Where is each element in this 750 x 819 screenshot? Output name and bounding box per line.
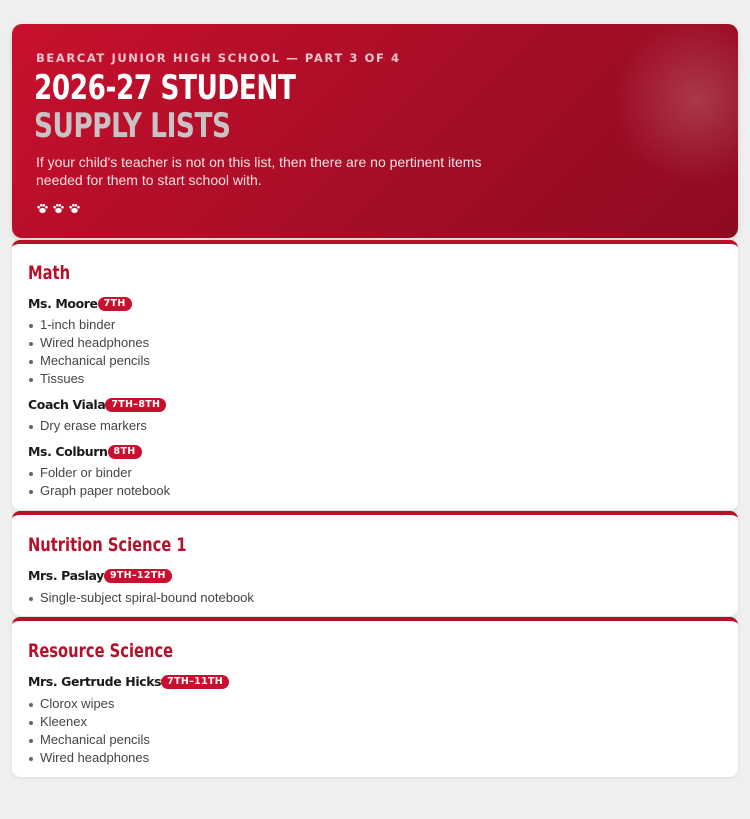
page-title-line1: 2026-27 STUDENT	[34, 68, 296, 108]
list-item: Wired headphones	[28, 334, 150, 352]
section-title: Resource Science	[28, 640, 174, 662]
teacher-heading	[28, 397, 166, 412]
paw-icon	[68, 202, 81, 215]
teacher-heading	[28, 674, 229, 689]
section-card-math	[12, 240, 738, 510]
list-item: Tissues	[28, 370, 150, 388]
teacher-heading	[28, 444, 142, 459]
list-item: Mechanical pencils	[28, 731, 150, 749]
section-title: Nutrition Science 1	[28, 534, 187, 556]
list-item: Single-subject spiral-bound notebook	[28, 589, 254, 607]
paw-prints	[36, 202, 81, 215]
list-item: Kleenex	[28, 713, 150, 731]
school-kicker: BEARCAT JUNIOR HIGH SCHOOL — PART 3 OF 4	[36, 51, 401, 65]
grade-badge: 7TH	[98, 297, 132, 311]
supply-list	[28, 589, 254, 607]
list-item: Graph paper notebook	[28, 482, 170, 500]
page-title-line2: SUPPLY LISTS	[34, 106, 231, 146]
list-item: Dry erase markers	[28, 417, 147, 435]
supply-list	[28, 417, 147, 435]
supply-list	[28, 464, 170, 500]
paw-icon	[36, 202, 49, 215]
grade-badge: 8TH	[108, 445, 142, 459]
list-item: Mechanical pencils	[28, 352, 150, 370]
list-item: Clorox wipes	[28, 695, 150, 713]
list-item: Wired headphones	[28, 749, 150, 767]
grade-badge: 7TH–11TH	[161, 675, 229, 689]
paw-icon	[52, 202, 65, 215]
teacher-name: Mrs. Gertrude Hicks	[28, 674, 162, 689]
teacher-heading	[28, 568, 172, 583]
list-item: 1-inch binder	[28, 316, 150, 334]
supply-list	[28, 695, 150, 767]
grade-badge: 7TH–8TH	[105, 398, 166, 412]
section-card-resource-science	[12, 617, 738, 777]
hero-banner	[12, 24, 738, 238]
intro-text: If your child's teacher is not on this list, then there are no pertinent items needed for them to start school with.	[36, 154, 482, 188]
section-title: Math	[28, 262, 71, 284]
teacher-name: Mrs. Paslay	[28, 568, 104, 583]
supply-list	[28, 316, 150, 388]
section-card-nutrition-science	[12, 511, 738, 616]
teacher-name: Coach Viala	[28, 397, 106, 412]
grade-badge: 9TH–12TH	[104, 569, 172, 583]
teacher-name: Ms. Moore	[28, 296, 98, 311]
teacher-heading	[28, 296, 132, 311]
list-item: Folder or binder	[28, 464, 170, 482]
teacher-name: Ms. Colburn	[28, 444, 108, 459]
